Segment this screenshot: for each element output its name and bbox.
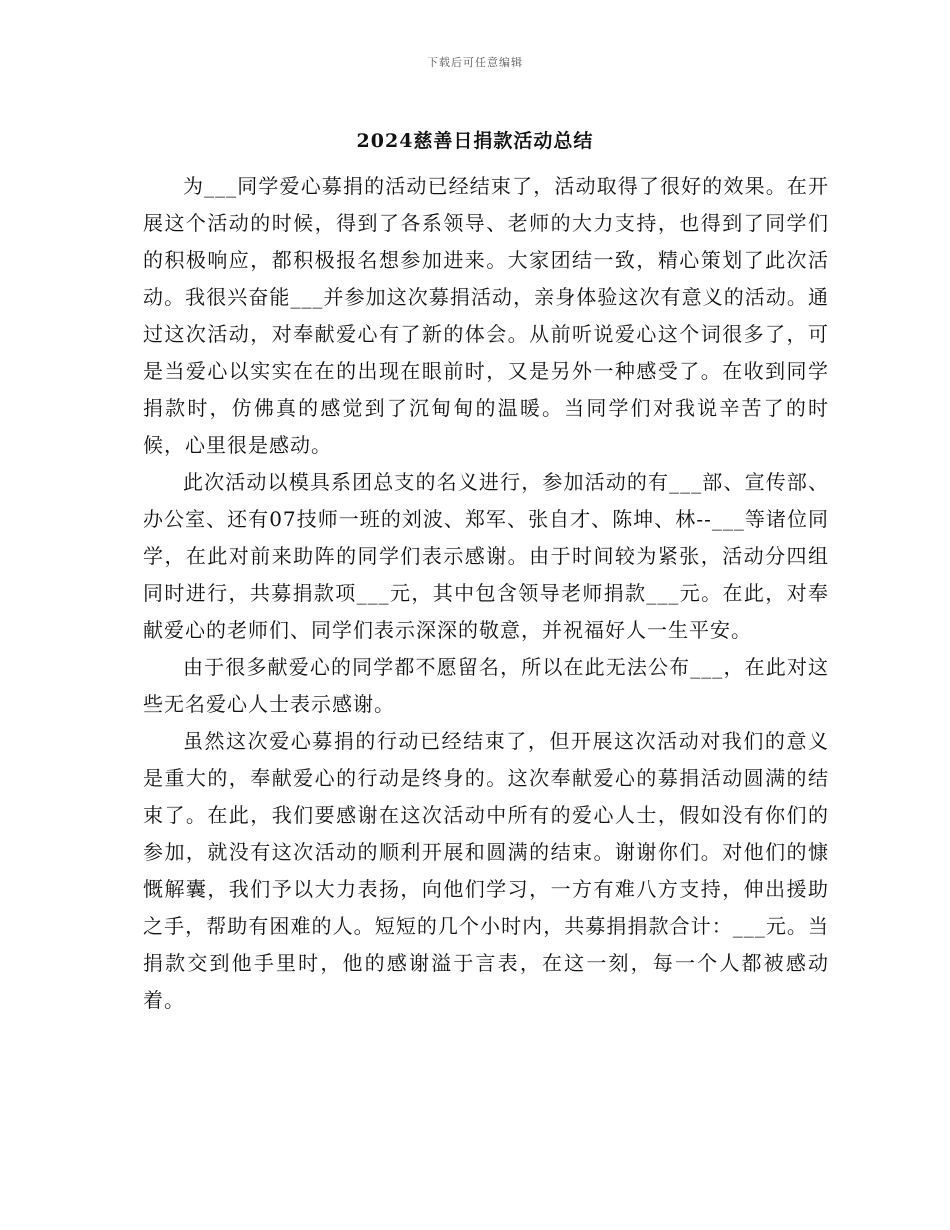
paragraph-3: 由于很多献爱心的同学都不愿留名，所以在此无法公布___，在此对这些无名爱心人士表示感谢。	[143, 655, 829, 716]
document-title: 2024慈善日捐款活动总结	[356, 130, 594, 152]
paragraph-4: 虽然这次爱心募捐的行动已经结束了，但开展这次活动对我们的意义是重大的，奉献爱心的行动是终身的。这次奉献爱心的募捐活动圆满的结束了。在此，我们要感谢在这次活动中所有的爱心人士，假如没有你们的参加，就没有这次活动的顺利开展和圆满的结束。谢谢你们。对他们的慷慨解囊，我们予以大力表扬，向他们学习，一方有难八方支持，伸出援助之手，帮助有困难的人。短短的几个小时内，共募捐捐款合计：___元。当捐款交到他手里时，他的感谢溢于言表，在这一刻，每一个人都被感动着。	[143, 729, 829, 1012]
paragraph-1: 为___同学爱心募捐的活动已经结束了，活动取得了很好的效果。在开展这个活动的时候，得到了各系领导、老师的大力支持，也得到了同学们的积极响应，都积极报名想参加进来。大家团结一致，精心策划了此次活动。我很兴奋能___并参加这次募捐活动，亲身体验这次有意义的活动。通过这次活动，对奉献爱心有了新的体会。从前听说爱心这个词很多了，可是当爱心以实实在在的出现在眼前时，又是另外一种感受了。在收到同学捐款时，仿佛真的感觉到了沉甸甸的温暖。当同学们对我说辛苦了的时候，心里很是感动。	[143, 174, 829, 457]
header-note: 下载后可任意编辑	[427, 56, 523, 69]
paragraph-2: 此次活动以模具系团总支的名义进行，参加活动的有___部、宣传部、办公室、还有07技师一班的刘波、郑军、张自才、陈坤、林--___等诸位同学，在此对前来助阵的同学们表示感谢。由于时间较为紧张，活动分四组同时进行，共募捐款项___元，其中包含领导老师捐款___元。在此，对奉献爱心的老师们、同学们表示深深的敬意，并祝福好人一生平安。	[143, 470, 829, 642]
document-body	[143, 168, 829, 1019]
